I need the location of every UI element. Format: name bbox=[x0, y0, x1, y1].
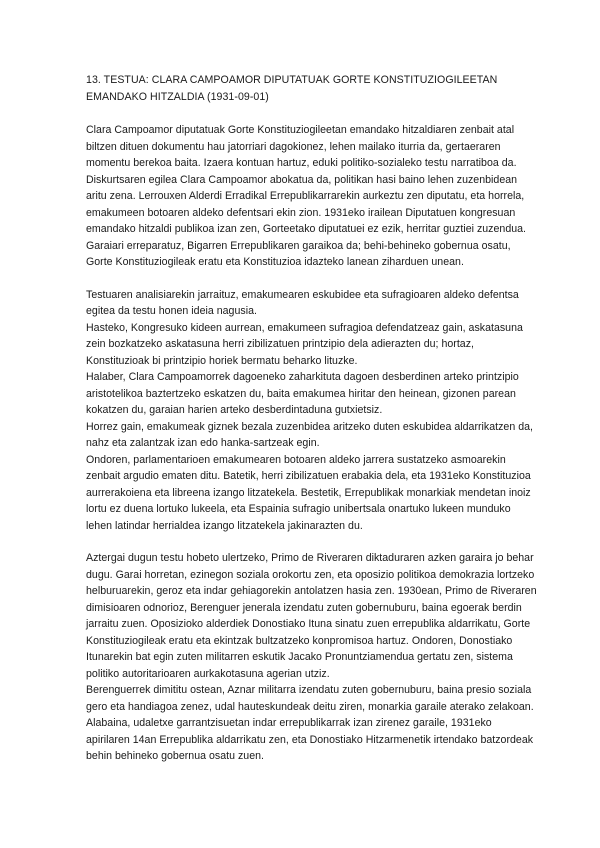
paragraph: Halaber, Clara Campoamorrek dagoeneko zaharkituta dagoen desberdinen arteko printzipio aristotelikoa baztertzeko eskatzen du, baita emakumea hiritar den heinean, gizonen parean kokatzen du, garaian harien arteko desberdintaduna gutxietsiz. bbox=[86, 371, 519, 416]
paragraph: Hasteko, Kongresuko kideen aurrean, emakumeen sufragioa defendatzeaz gain, askatasuna zein bozkatzeko askatasuna herri zibilizatuen printzipio dela adierazten du; hortaz, Konstituzioak bi printzipio horiek bermatu beharko lituzke. bbox=[86, 321, 523, 367]
section-introduction bbox=[86, 122, 538, 271]
section-analysis bbox=[86, 287, 538, 535]
document-title: 13. TESTUA: CLARA CAMPOAMOR DIPUTATUAK GORTE KONSTITUZIOGILEETAN EMANDAKO HITZALDIA (1931-09-01) bbox=[86, 74, 498, 103]
paragraph: Horrez gain, emakumeak giznek bezala zuzenbidea aritzeko duten eskubidea aldarrikatzen da, nahz eta zalantzak izan edo hanka-sartzeak egin. bbox=[86, 420, 534, 449]
paragraph: Clara Campoamor diputatuak Gorte Konstituziogileetan emandako hitzaldiaren zenbait atal biltzen dituen dokumentu hau jatorriari dagokionez, lehen mailako iturria da, gertaeraren momentu berekoa baita. Izaera kontuan hartuz, eduki politiko-sozialeko testu narratiboa da. Diskurtsaren egilea Clara Campoamor abokatua da, politikan hasi baino lehen zuzenbidean aritu zena. Lerrouxen Alderdi Erradikal Errepublikarrarekin aurkeztu zen diputatu, eta horrela, emakumeen botoaren aldeko defentsari ekin zion. 1931eko irailean Diputatuen kongresuan emandako hitzaldi publikoa izan zen, Gorteetako diputatuei ez ezik, herritar guztiei zuzendua. Garaiari erreparatuz, Bigarren Errepublikaren garaikoa da; behi-behineko gobernua osatu, Gorte Konstituziogileak eratu eta Konstituzioa idazteko lanean ziharduen unean. bbox=[86, 124, 527, 268]
paragraph: Testuaren analisiarekin jarraituz, emakumearen eskubidee eta sufragioaren aldeko defentsa egitea da testu honen ideia nagusia. bbox=[86, 288, 519, 317]
paragraph: Ondoren, parlamentarioen emakumearen botoaren aldeko jarrera sustatzeko asmoarekin zenbait argudio ematen ditu. Batetik, herri zibilizatuen erabakia dela, eta 1931eko Konstituzioa aurrerakoiena eta libreena izango litzatekela. Bestetik, Errepublikak monarkiak mendetan inoiz lortu ez duena lortuko lukeela, eta Espainia sufragio unibertsala onartuko lukeen munduko lehen latindar herrialdea izango litzatekela jakinarazten du. bbox=[86, 453, 531, 532]
section-context bbox=[86, 550, 538, 765]
paragraph: Aztergai dugun testu hobeto ulertzeko, Primo de Riveraren diktaduraren azken garaira jo behar dugu. Garai horretan, ezinegon soziala orokortu zen, eta oposizio politikoa demokrazia lortzeko helburuarekin, geroz eta indar gehiagorekin antolatzen hasia zen. 1930ean, Primo de Riveraren dimisioaren odnorioz, Berenguer jenerala izendatu zuten gobernuburu, baina egoerak berdin jarraitu zuen. Oposizioko alderdiek Donostiako Ituna sinatu zuen errepublika aldarrikatu, Gorte Konstituziogileak eratu eta ekintzak bultzatzeko konpromisoa hartuz. Ondoren, Donostiako Itunarekin bat egin zuten militarren eskutik Jacako Pronuntziamendua gertatu zen, sistema politiko autoritarioaren aurkakotasuna agerian utziz. bbox=[86, 552, 537, 680]
document-page bbox=[86, 72, 538, 781]
paragraph: Berenguerrek dimititu ostean, Aznar militarra izendatu zuten gobernuburu, baina presio soziala gero eta handiagoa zenez, udal hauteskundeak deitu ziren, monarkia garaile aterako zelakoan. Alabaina, udaletxe garrantzisuetan indar errepublikarrak izan zirenez garaile, 1931eko apirilaren 14an Errepublika aldarrikatu zen, eta Donostiako Hitzarmenetik irtendako batzordeak behin behineko gobernua osatu zuen. bbox=[86, 684, 534, 762]
